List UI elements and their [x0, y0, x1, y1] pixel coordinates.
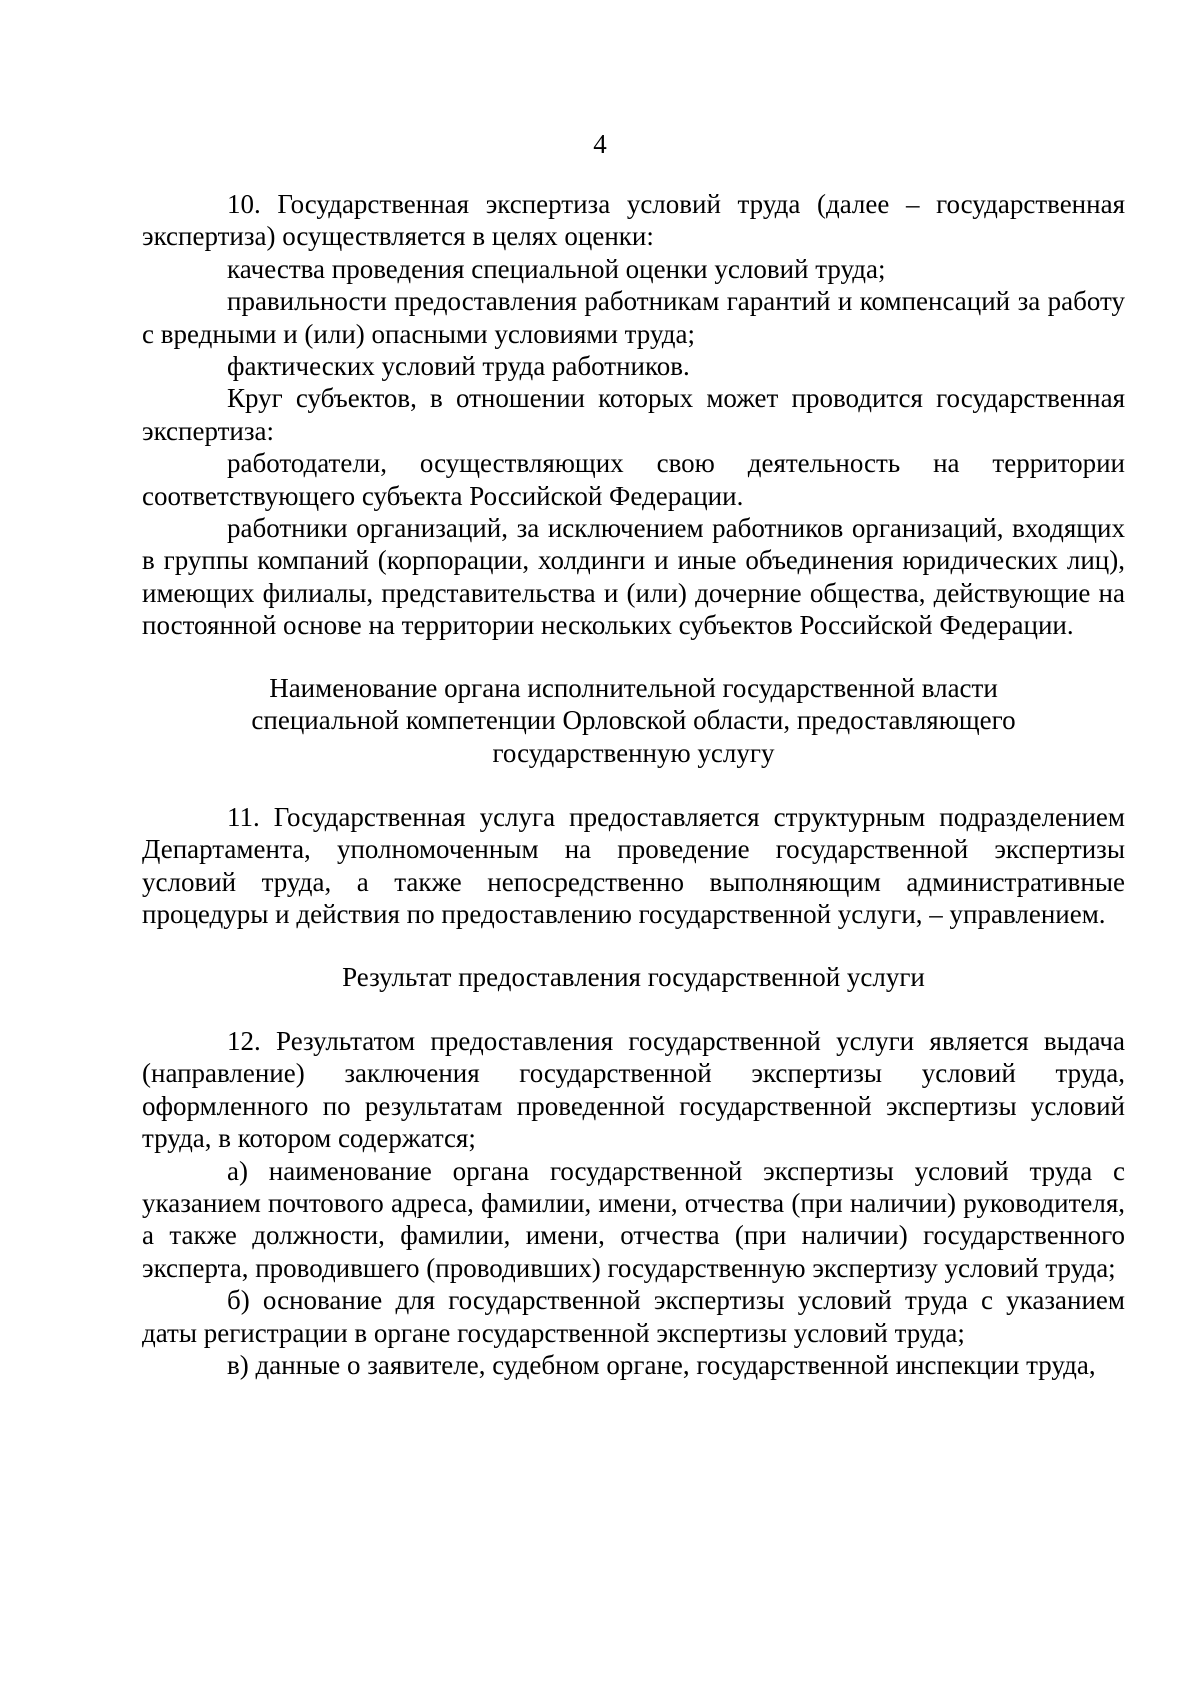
- paragraph: 10. Государственная экспертиза условий труда (далее – государственная экспертиза) осуществляется в целях оценки:: [142, 189, 1125, 252]
- page-number: 4: [593, 129, 607, 159]
- paragraph: работники организаций, за исключением работников организаций, входящих в группы компаний (корпорации, холдинги и иные объединения юридических лиц), имеющих филиалы, представительства и (или) дочерние общества, действующие на постоянной основе на территории нескольких субъектов Российской Федерации.: [142, 513, 1125, 641]
- paragraph: фактических условий труда работников.: [227, 351, 690, 382]
- paragraph: работодатели, осуществляющих свою деятельность на территории соответствующего субъекта Российской Федерации.: [142, 448, 1125, 511]
- paragraph: 11. Государственная услуга предоставляется структурным подразделением Департамента, уполномоченным на проведение государственной экспертизы условий труда, а также непосредственно выполняющим административные процедуры и действия по предоставлению государственной услуги, – управлением.: [142, 801, 1125, 930]
- heading-line: специальной компетенции Орловской области, предоставляющего: [251, 705, 1016, 736]
- paragraph: 12. Результатом предоставления государственной услуги является выдача (направление) заключения государственной экспертизы условий труда, оформленного по результатам проведенной государственной экспертизы условий труда, в котором содержатся;: [142, 1025, 1125, 1154]
- document-body: [142, 188, 1125, 1381]
- section-12: [142, 1025, 1125, 1381]
- heading-line: Наименование органа исполнительной государственной власти: [269, 672, 998, 703]
- section-heading-result: Результат предоставления государственной услуги: [342, 961, 925, 992]
- section-11: [142, 801, 1125, 931]
- section-10: [142, 188, 1125, 642]
- paragraph: в) данные о заявителе, судебном органе, государственной инспекции труда,: [227, 1350, 1096, 1380]
- paragraph: Круг субъектов, в отношении которых может проводится государственная экспертиза:: [142, 383, 1125, 446]
- heading-line: государственную услугу: [492, 737, 775, 768]
- paragraph: а) наименование органа государственной экспертизы условий труда с указанием почтового адреса, фамилии, имени, отчества (при наличии) руководителя, а также должности, фамилии, имени, отчества (при наличии) государственного эксперта, проводившего (проводивших) государственную экспертизу условий труда;: [142, 1155, 1125, 1283]
- paragraph: правильности предоставления работникам гарантий и компенсаций за работу с вредными и (или) опасными условиями труда;: [142, 286, 1125, 349]
- paragraph: качества проведения специальной оценки условий труда;: [227, 253, 886, 284]
- section-heading-organ: [142, 642, 1125, 801]
- paragraph: б) основание для государственной экспертизы условий труда с указанием даты регистрации в органе государственной экспертизы условий труда;: [142, 1285, 1125, 1348]
